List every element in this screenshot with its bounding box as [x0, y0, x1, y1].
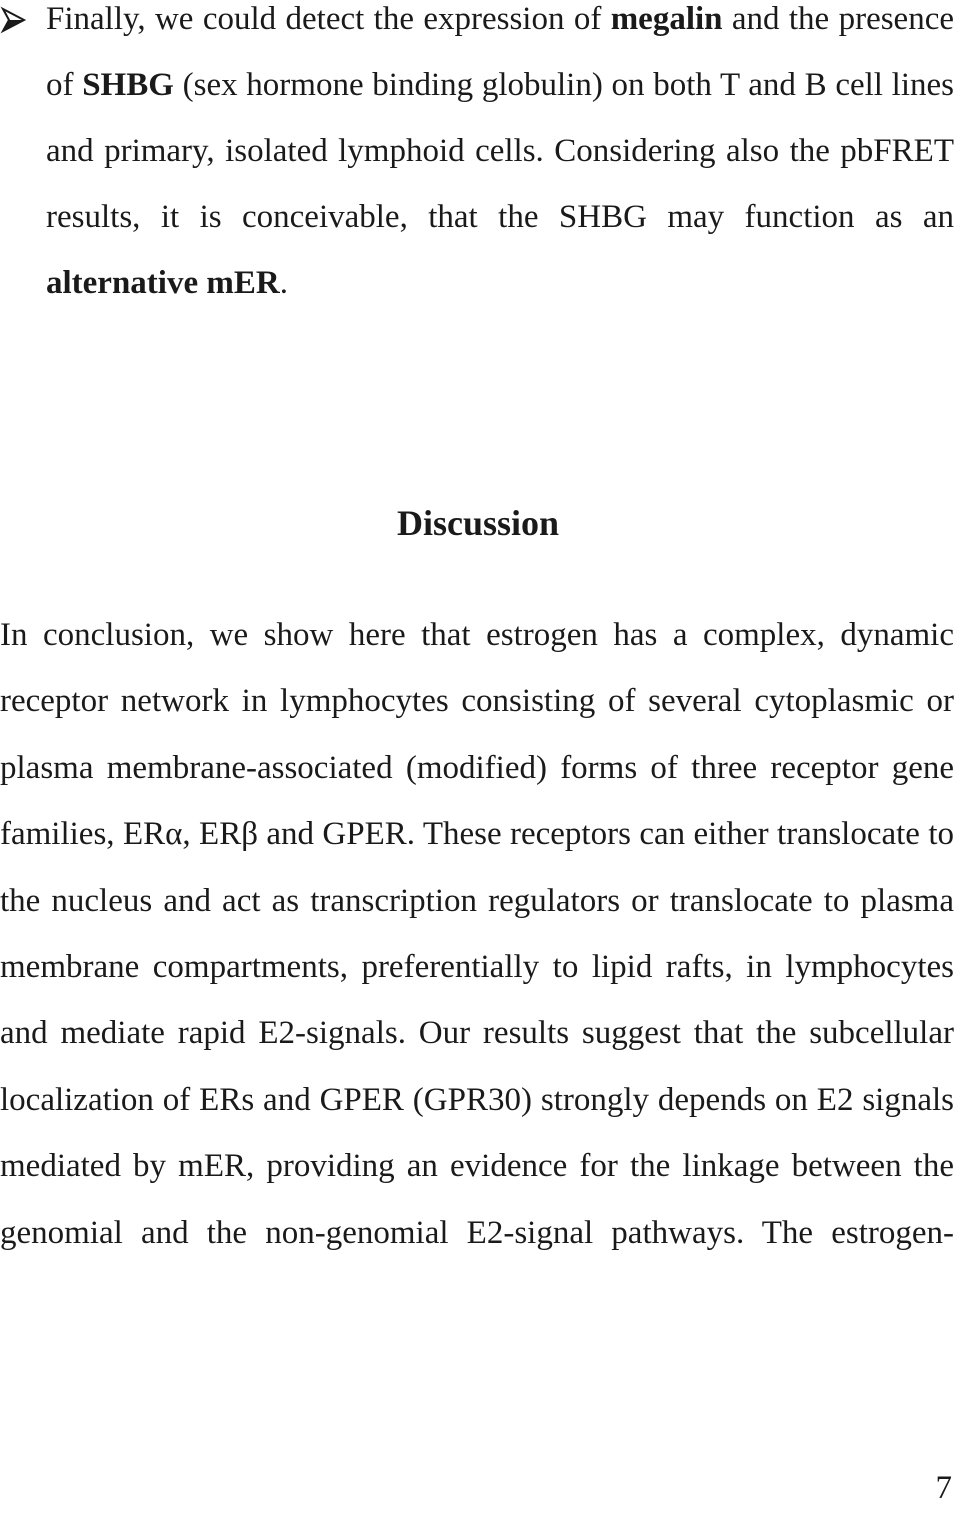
- bullet-bold-term: alternative mER: [46, 265, 280, 301]
- section-heading: Discussion: [396, 503, 560, 543]
- bullet-text-run: (sex hormone binding globulin) on both T and B cell lines and primary, isolated lymphoid cells. Considering also the pbFRET results, it is conceivable, that the SHBG may function as an: [46, 67, 954, 235]
- bullet-text: [46, 0, 954, 316]
- bullet-bold-term: SHBG: [82, 67, 174, 103]
- bullet-text-run: .: [279, 265, 288, 301]
- bullet-text-run: Finally, we could detect the expression of: [46, 1, 611, 37]
- body-paragraph: In conclusion, we show here that estrogen has a complex, dynamic receptor network in lymphocytes consisting of several cytoplasmic or plasma membrane-associated (modified) forms of three receptor gene families, ERα, ERβ and GPER. These receptors can either translocate to the nucleus and act as transcription regulators or translocate to plasma membrane compartments, preferentially to lipid rafts, in lymphocytes and mediate rapid E2-signals. Our results suggest that the subcellular localization of ERs and GPER (GPR30) strongly depends on E2 signals mediated by mER, providing an evidence for the linkage between the genomial and the non-genomial E2-signal pathways. The estrogen-: [0, 617, 954, 1251]
- bullet-item: [0, 0, 956, 316]
- bullet-bold-term: megalin: [610, 1, 723, 37]
- arrowhead-bullet-icon: [0, 6, 28, 34]
- page-number: 7: [935, 1470, 952, 1506]
- bullet-text-run: and the presence of: [46, 1, 954, 103]
